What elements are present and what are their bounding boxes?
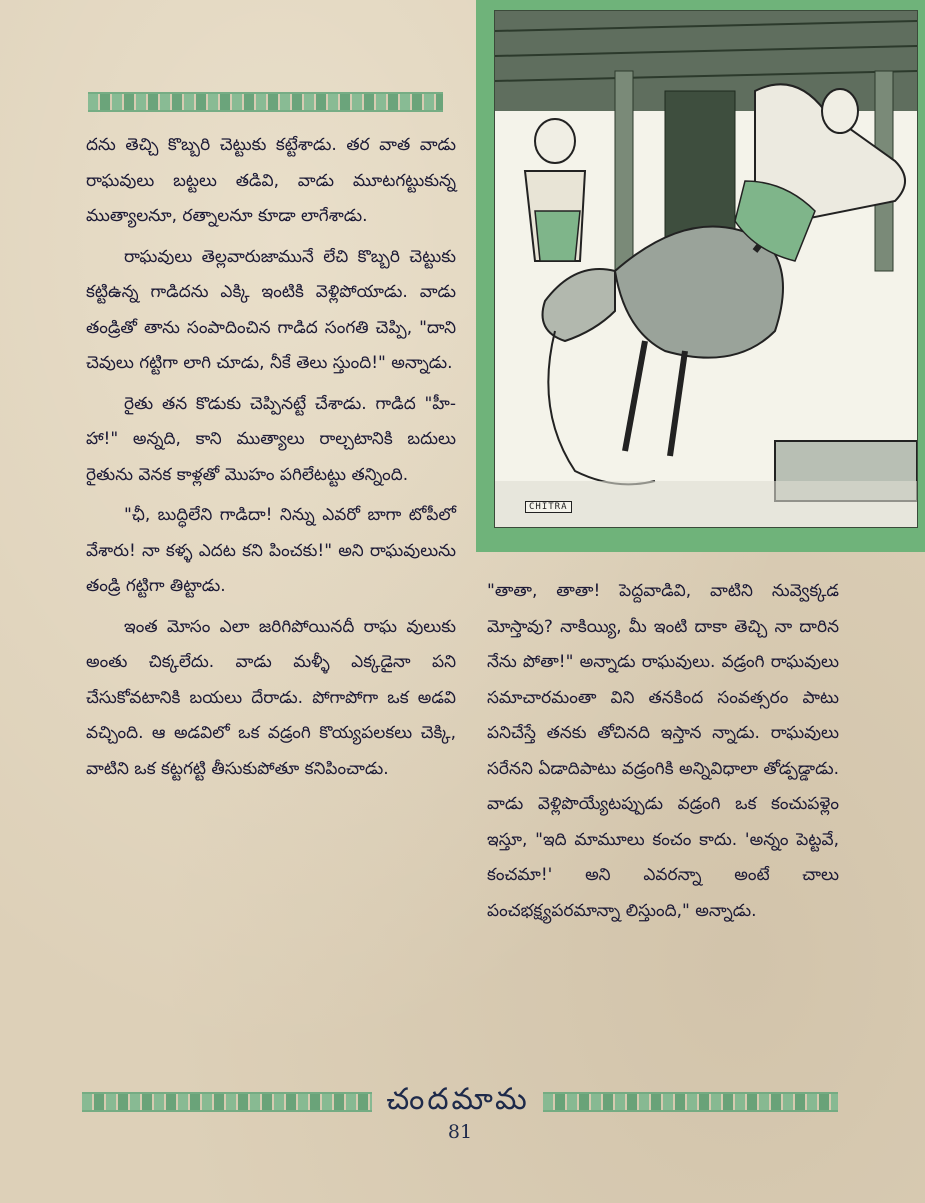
illustration <box>494 10 918 528</box>
illustration-panel <box>476 0 925 552</box>
footer-ornament-left <box>82 1092 372 1112</box>
footer-ornament-right <box>543 1092 838 1112</box>
right-text-column <box>487 574 839 934</box>
paragraph: రైతు తన కొడుకు చెప్పినట్టే చేశాడు. గాడిద "హీ-హా!" అన్నది, కాని ముత్యాలు రాల్చటానికి బదులు రైతును వెనక కాళ్లతో మొహం పగిలేటట్టు తన్నింది. <box>86 393 456 485</box>
left-text-column <box>86 128 456 792</box>
top-ornament-border <box>88 92 443 112</box>
paragraph: దను తెచ్చి కొబ్బరి చెట్టుకు కట్టేశాడు. తర వాత వాడు రాఘవులు బట్టలు తడివి, వాడు మూటగట్టుకున్న ముత్యాలనూ, రత్నాలనూ కూడా లాగేశాడు. <box>86 135 456 226</box>
page-number: 81 <box>447 1121 473 1143</box>
paragraph: "తాతా, తాతా! పెద్దవాడివి, వాటిని నువ్వెక్కడ మోస్తావు? నాకియ్యి, మీ ఇంటి దాకా తెచ్చి నా దారిన నేను పోతా!" అన్నాడు రాఘవులు. వడ్రంగి రాఘవులు సమాచారమంతా విని తనకింద సంవత్సరం పాటు పనిచేస్తే తనకు తోచినది ఇస్తాన న్నాడు. రాఘవులు సరేనని ఏడాదిపాటు వడ్రంగికి అన్నివిధాలా తోడ్పడ్డాడు. వాడు వెళ్లిపొయ్యేటప్పుడు వడ్రంగి ఒక కంచుపళ్లెం ఇస్తూ, "ఇది మామూలు కంచం కాదు. 'అన్నం పెట్టవే, కంచమా!' అని ఎవరన్నా అంటే చాలు పంచభక్ష్యపరమాన్నా లిస్తుంది," అన్నాడు. <box>487 581 839 921</box>
donkey-kick-illustration <box>495 11 917 527</box>
artist-signature: CHITRA <box>525 501 572 513</box>
paragraph: రాఘవులు తెల్లవారుజామునే లేచి కొబ్బరి చెట్టుకు కట్టిఉన్న గాడిదను ఎక్కి ఇంటికి వెళ్లిపోయాడు. వాడు తండ్రితో తాను సంపాదించిన గాడిద సంగతి చెప్పి, "దాని చెవులు గట్టిగా లాగి చూడు, నీకే తెలు స్తుంది!" అన్నాడు. <box>86 246 456 373</box>
paragraph: ఇంత మోసం ఎలా జరిగిపోయినదీ రాఘ వులుకు అంతు చిక్కలేదు. వాడు మళ్ళీ ఎక్కడైనా పని చేసుకోవటానికి బయలు దేరాడు. పోగాపోగా ఒక అడవి వచ్చింది. ఆ అడవిలో ఒక వడ్రంగి కొయ్యపలకలు చెక్కి, వాటిని ఒక కట్టగట్టి తీసుకుపోతూ కనిపించాడు. <box>86 616 456 779</box>
magazine-title: చందమామ <box>386 1082 530 1117</box>
paragraph: "ఛీ, బుద్ధిలేని గాడిదా! నిన్ను ఎవరో బాగా టోపీలో వేశారు! నా కళ్ళ ఎదట కని పించకు!" అని రాఘవులును తండ్రి గట్టిగా తిట్టాడు. <box>86 505 456 596</box>
